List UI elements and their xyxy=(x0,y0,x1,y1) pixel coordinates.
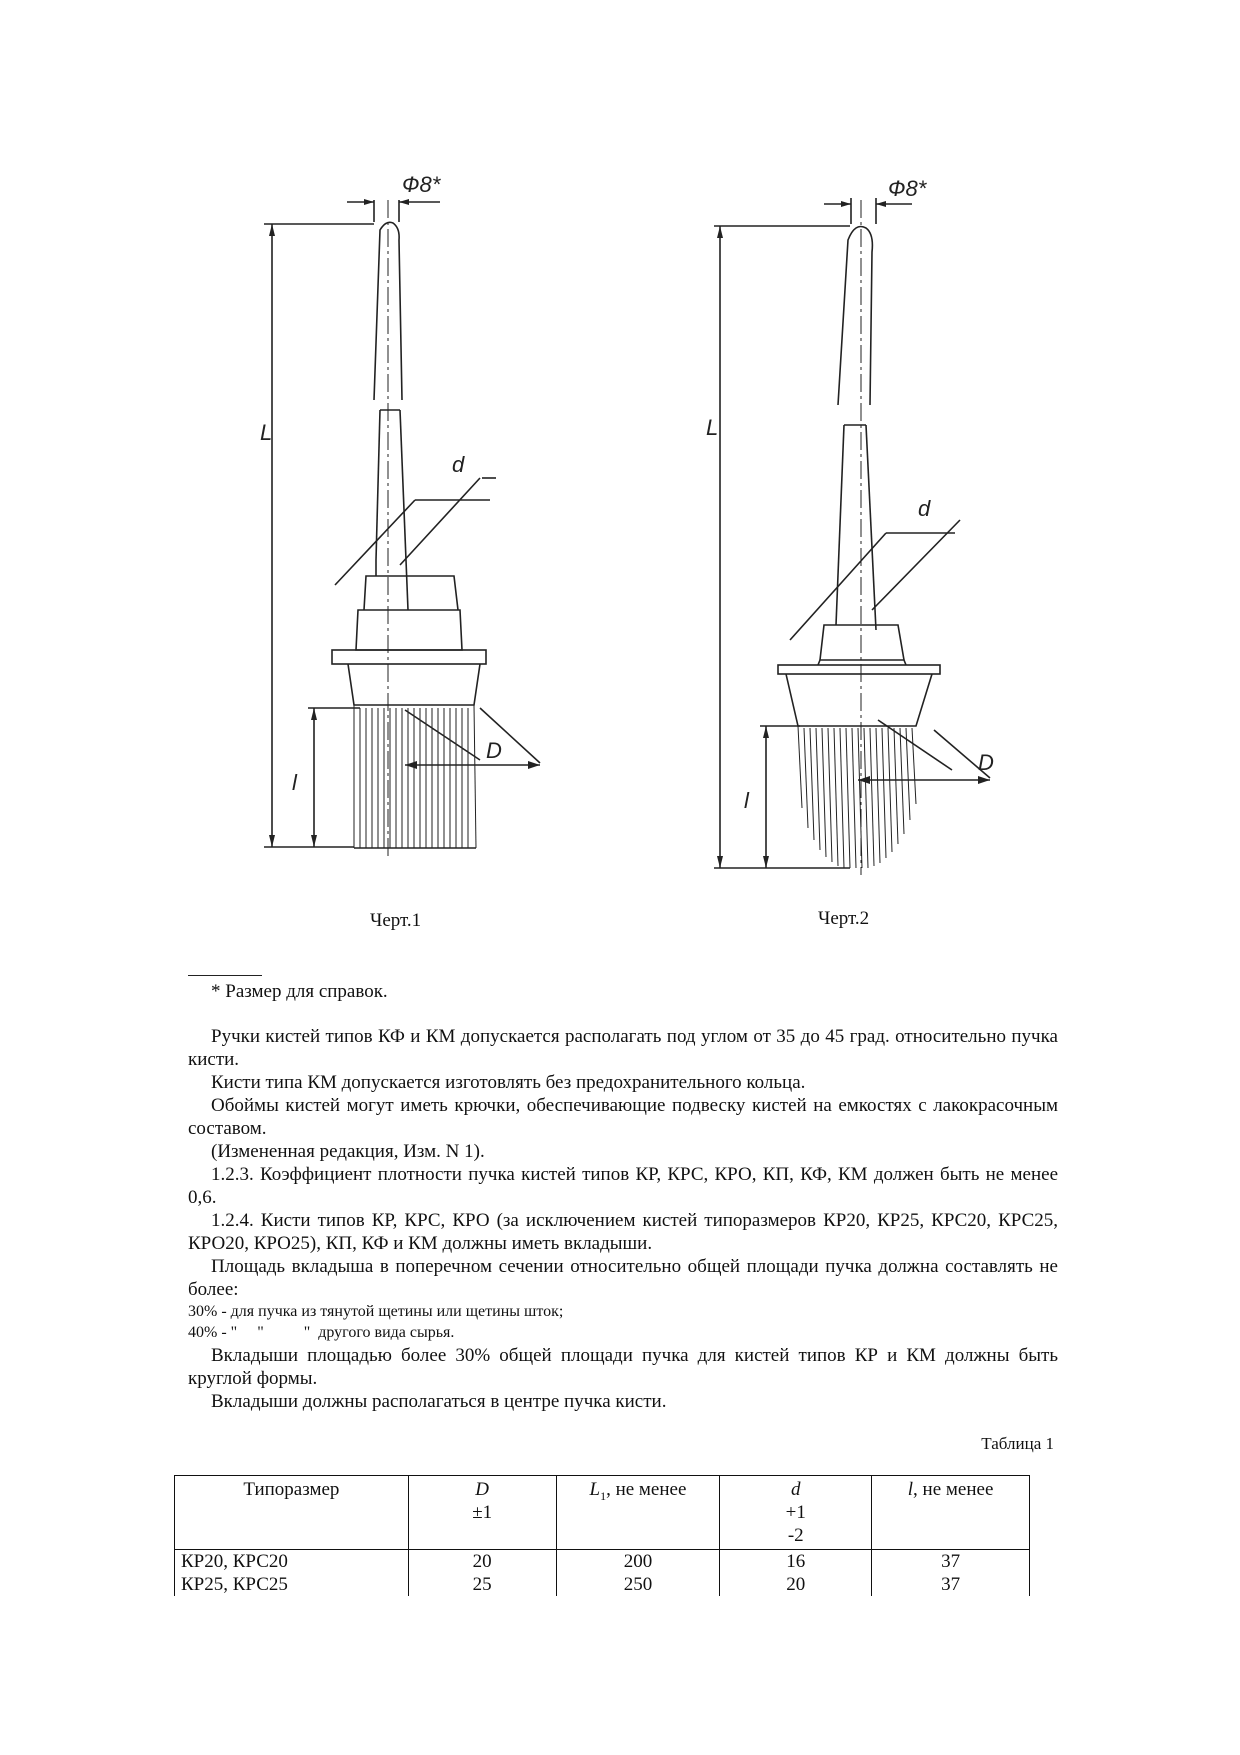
figure-2-drawing xyxy=(690,160,1010,880)
cell-l: 37 xyxy=(872,1550,1030,1574)
fig1-phi-label: Ф8* xyxy=(402,172,441,197)
footnote: * Размер для справок. xyxy=(211,981,388,1002)
size-table xyxy=(174,1475,1030,1596)
header-L1: $L_1$, не менее xyxy=(556,1476,720,1550)
cell-d: 20 xyxy=(720,1573,872,1596)
paragraph: Вкладыши должны располагаться в центре пучка кисти. xyxy=(211,1391,667,1412)
table-row xyxy=(175,1550,1030,1574)
cell-L1: 200 xyxy=(556,1550,720,1574)
cell-size: КР25, КРС25 xyxy=(175,1573,409,1596)
fig2-d-label: d xyxy=(918,496,931,521)
fig1-D-label: D xyxy=(486,738,502,763)
paragraph: 1.2.3. Коэффициент плотности пучка кистей типов КР, КРС, КРО, КП, КФ, КМ должен быть не менее 0,6. xyxy=(188,1164,1058,1208)
cell-D: 20 xyxy=(408,1550,556,1574)
cell-size: КР20, КРС20 xyxy=(175,1550,409,1574)
cell-L1: 250 xyxy=(556,1573,720,1596)
fig2-l-label: l xyxy=(744,788,749,813)
paragraph: Обоймы кистей могут иметь крючки, обеспечивающие подвеску кистей на емкостях с лакокрасочным составом. xyxy=(188,1095,1058,1139)
fig2-phi-label: Ф8* xyxy=(888,176,927,201)
fig2-L-label: L xyxy=(706,415,719,440)
footnote-rule xyxy=(188,975,262,976)
paragraph: Площадь вкладыша в поперечном сечении относительно общей площади пучка должна составлять не более: xyxy=(188,1256,1058,1300)
header-size: Типоразмер xyxy=(175,1476,409,1550)
fig1-d-label: d xyxy=(452,452,465,477)
paragraph: 1.2.4. Кисти типов КР, КРС, КРО (за исключением кистей типоразмеров КР20, КР25, КРС20, КРС25, КРО20, КРО25), КП, КФ и КМ должны иметь вкладыши. xyxy=(188,1210,1058,1254)
header-l: l, не менее xyxy=(872,1476,1030,1550)
header-d: d +1 -2 xyxy=(720,1476,872,1550)
cell-l: 37 xyxy=(872,1573,1030,1596)
header-D: D ±1 xyxy=(408,1476,556,1550)
figure-2-caption: Черт.2 xyxy=(818,908,870,929)
cell-D: 25 xyxy=(408,1573,556,1596)
fig1-L-label: L xyxy=(260,420,273,445)
paragraph: Вкладыши площадью более 30% общей площади пучка для кистей типов КР и КМ должны быть круглой формы. xyxy=(188,1345,1058,1389)
list-item: 30% - для пучка из тянутой щетины или щетины шток; xyxy=(188,1303,564,1320)
table-caption: Таблица 1 xyxy=(981,1434,1054,1453)
table-row xyxy=(175,1573,1030,1596)
paragraph: (Измененная редакция, Изм. N 1). xyxy=(211,1141,485,1162)
fig2-D-label: D xyxy=(978,750,994,775)
fig1-l-label: l xyxy=(292,770,297,795)
cell-d: 16 xyxy=(720,1550,872,1574)
figure-1-drawing xyxy=(250,160,550,860)
paragraph: Кисти типа КМ допускается изготовлять без предохранительного кольца. xyxy=(211,1072,806,1093)
table-header-row xyxy=(175,1476,1030,1550)
figure-1-caption: Черт.1 xyxy=(370,910,422,931)
paragraph: Ручки кистей типов КФ и КМ допускается располагать под углом от 35 до 45 град. относительно пучка кисти. xyxy=(188,1026,1058,1070)
list-item: 40% - " " " другого вида сырья. xyxy=(188,1324,455,1341)
